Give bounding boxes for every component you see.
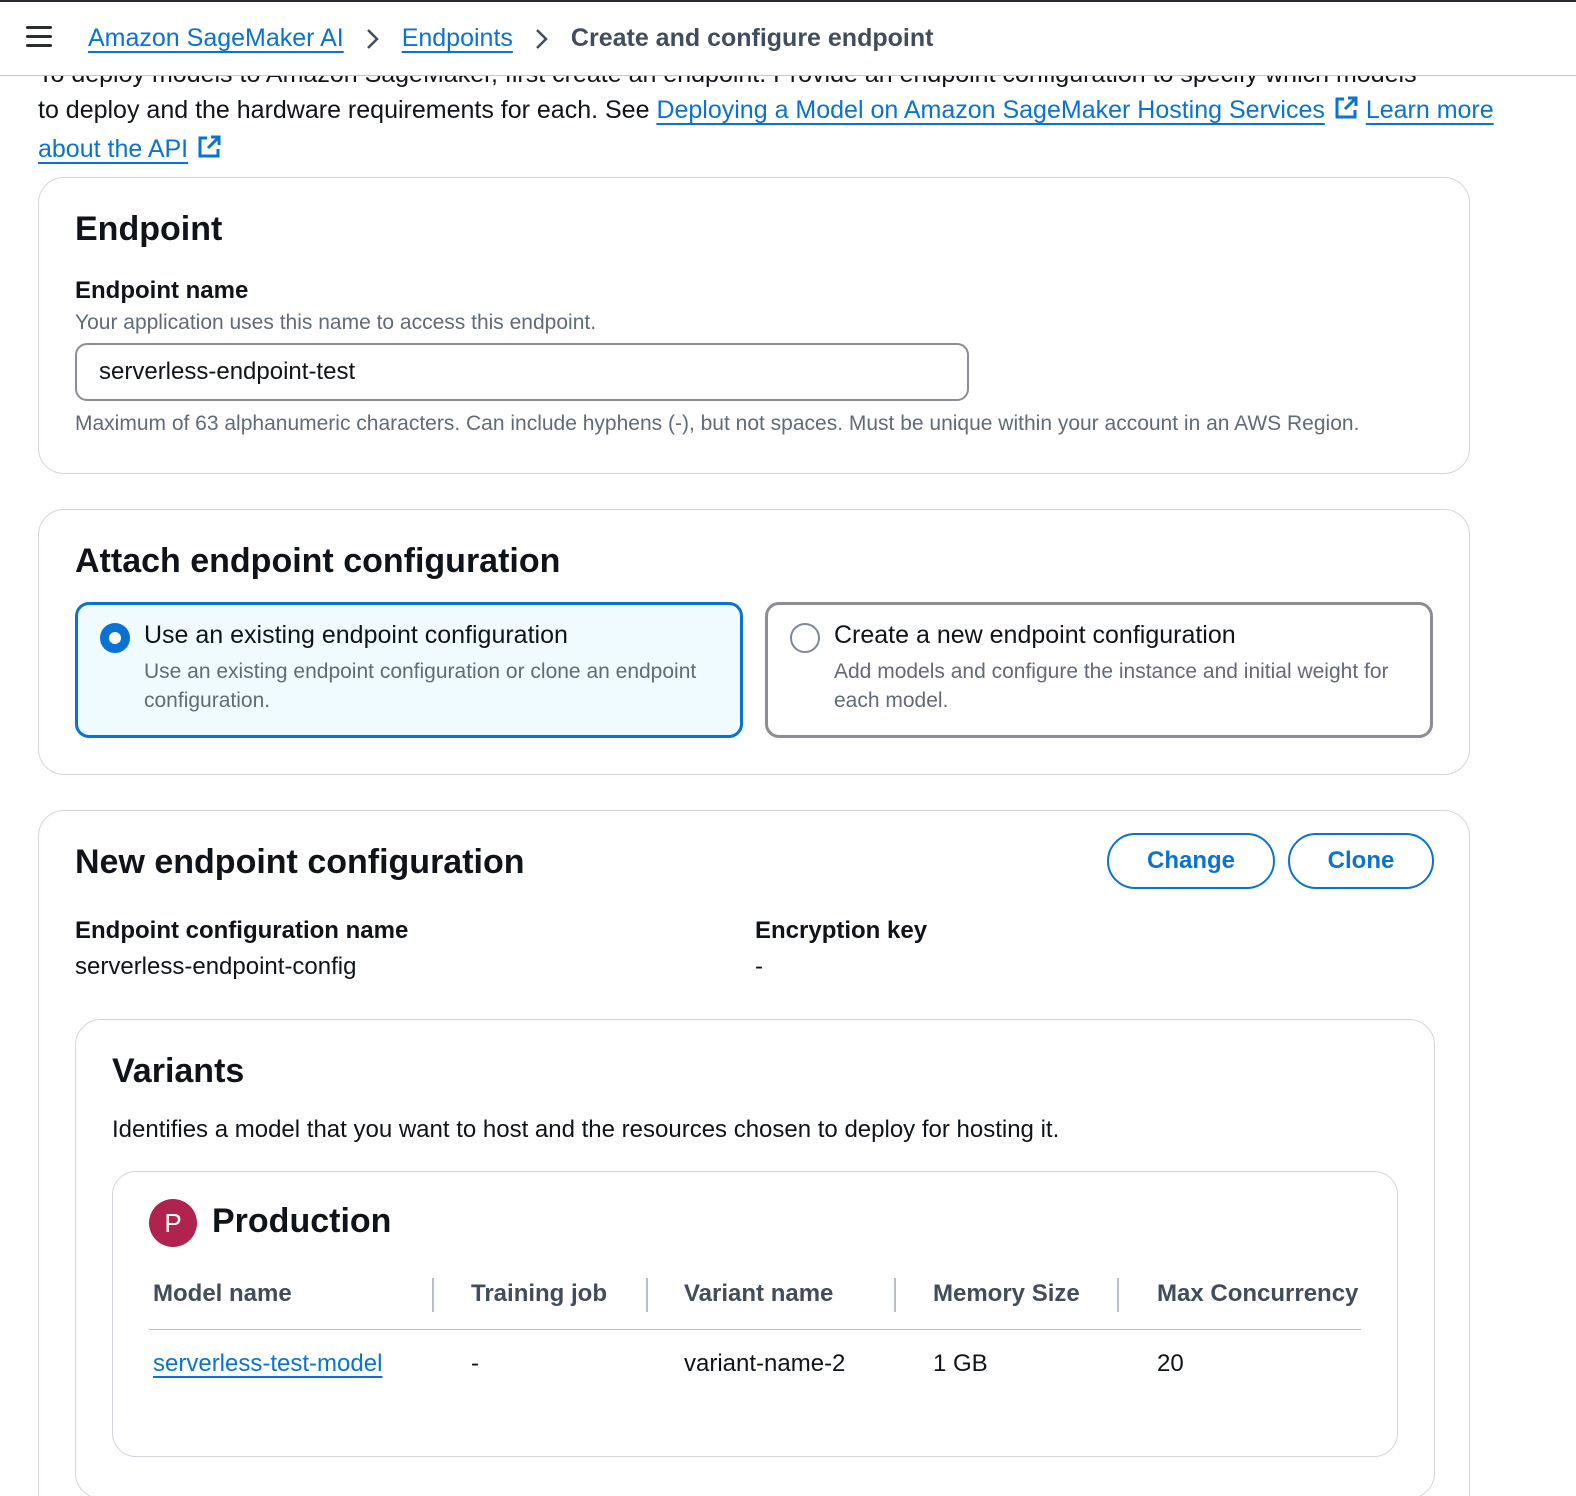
radio-unselected[interactable] xyxy=(790,623,820,653)
column-header-memory-size: Memory Size xyxy=(933,1280,1080,1307)
breadcrumb-sagemaker[interactable]: Amazon SageMaker AI xyxy=(88,24,344,52)
variants-title: Variants xyxy=(112,1052,245,1090)
new-config-title: New endpoint configuration xyxy=(75,843,525,881)
table-row xyxy=(153,1350,382,1378)
option-description: Use an existing endpoint configuration or clone an endpoint configuration. xyxy=(144,660,697,712)
top-navigation-bar xyxy=(0,2,1576,76)
column-header-variant-name: Variant name xyxy=(684,1280,834,1307)
encryption-key-label: Encryption key xyxy=(755,917,928,944)
production-title: Production xyxy=(212,1202,392,1240)
new-config-card xyxy=(38,810,1470,1496)
breadcrumb-current: Create and configure endpoint xyxy=(570,24,934,52)
breadcrumb-endpoints[interactable]: Endpoints xyxy=(401,24,513,52)
production-variant-panel xyxy=(112,1171,1398,1457)
column-divider xyxy=(1117,1278,1119,1312)
intro-text-line2: to deploy and the hardware requirements for each. See xyxy=(38,96,657,124)
config-name-label: Endpoint configuration name xyxy=(75,917,409,944)
learn-more-api-link[interactable]: Learn more about the API xyxy=(38,96,1494,163)
option-title: Create a new endpoint configuration xyxy=(834,621,1236,649)
chevron-right-icon xyxy=(513,24,571,53)
option-existing-config[interactable] xyxy=(75,602,743,738)
encryption-key-value: - xyxy=(755,953,763,980)
config-name-value: serverless-endpoint-config xyxy=(75,953,357,980)
training-job-cell: - xyxy=(471,1350,479,1377)
endpoint-name-label: Endpoint name xyxy=(75,277,249,304)
column-header-training-job: Training job xyxy=(471,1280,607,1307)
memory-size-cell: 1 GB xyxy=(933,1350,988,1377)
endpoint-name-description: Your application uses this name to access this endpoint. xyxy=(75,311,597,334)
column-divider xyxy=(894,1278,896,1312)
variant-name-cell: variant-name-2 xyxy=(684,1350,846,1377)
change-button[interactable]: Change xyxy=(1107,833,1275,889)
table-header-divider xyxy=(149,1329,1361,1330)
column-header-model-name: Model name xyxy=(153,1280,292,1307)
external-link-icon xyxy=(196,134,222,170)
endpoint-name-constraint: Maximum of 63 alphanumeric characters. Can include hyphens (-), but not spaces. Must be unique within your account in an AWS Region. xyxy=(75,412,1360,435)
attach-config-card xyxy=(38,509,1470,775)
clone-button[interactable]: Clone xyxy=(1288,833,1434,889)
column-divider xyxy=(432,1278,434,1312)
endpoint-section-title: Endpoint xyxy=(75,210,223,248)
hamburger-icon[interactable] xyxy=(26,26,52,50)
attach-config-title: Attach endpoint configuration xyxy=(75,542,561,580)
production-badge: P xyxy=(149,1199,197,1247)
external-link-icon xyxy=(1333,95,1359,131)
option-new-config[interactable] xyxy=(765,602,1433,738)
option-description: Add models and configure the instance and initial weight for each model. xyxy=(834,660,1389,712)
variants-description: Identifies a model that you want to host and the resources chosen to deploy for hosting it. xyxy=(112,1116,1060,1143)
variants-container xyxy=(75,1019,1435,1496)
column-divider xyxy=(646,1278,648,1312)
radio-selected[interactable] xyxy=(100,623,130,653)
chevron-right-icon xyxy=(344,24,402,53)
deploying-model-link[interactable]: Deploying a Model on Amazon SageMaker Hosting Services xyxy=(656,96,1325,124)
endpoint-card xyxy=(38,177,1470,474)
breadcrumb xyxy=(88,24,933,53)
model-name-link[interactable]: serverless-test-model xyxy=(153,1350,383,1377)
column-header-max-concurrency: Max Concurrency xyxy=(1157,1280,1359,1307)
endpoint-name-input[interactable]: serverless-endpoint-test xyxy=(75,343,969,401)
option-title: Use an existing endpoint configuration xyxy=(144,621,568,649)
intro-text-rest xyxy=(38,92,1498,170)
max-concurrency-cell: 20 xyxy=(1157,1350,1184,1377)
